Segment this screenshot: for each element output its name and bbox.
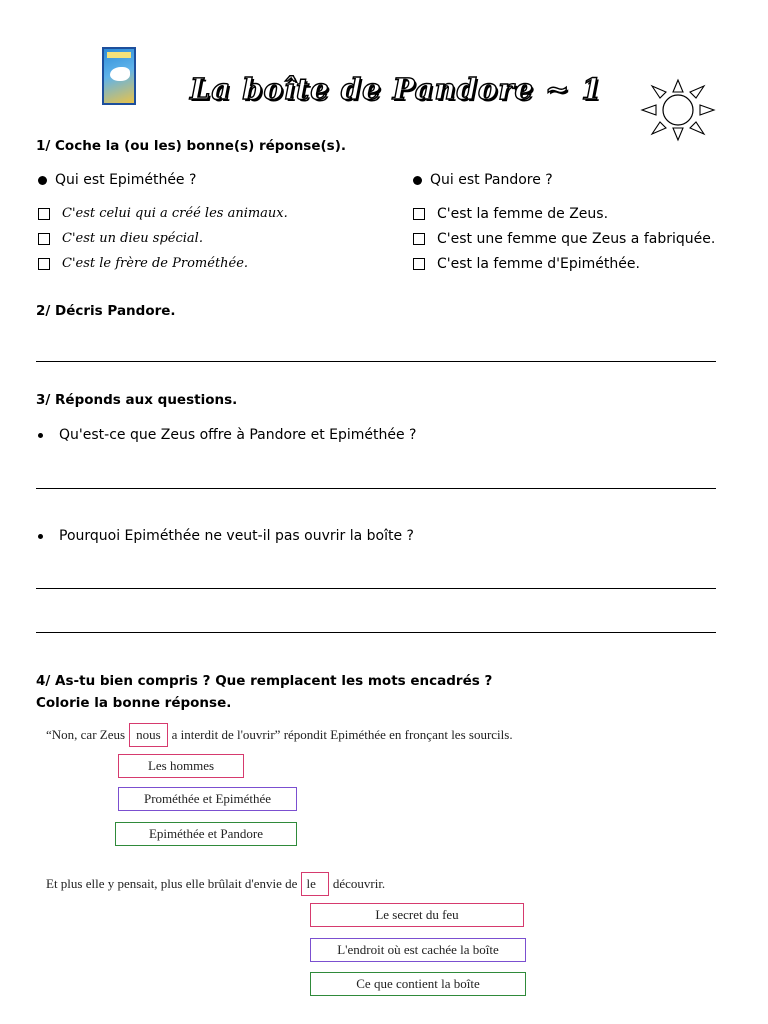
checkbox[interactable] [38, 208, 50, 220]
answer-option-contenu-boite[interactable]: Ce que contient la boîte [310, 972, 526, 996]
bullet-icon [38, 534, 43, 539]
option-right-2[interactable]: C'est une femme que Zeus a fabriquée. [413, 231, 715, 247]
section4-instruction: Colorie la bonne réponse. [36, 695, 232, 711]
answer-option-promethee-epimethee[interactable]: Prométhée et Epiméthée [118, 787, 297, 811]
answer-line[interactable] [36, 488, 716, 489]
answer-option-epimethee-pandore[interactable]: Epiméthée et Pandore [115, 822, 297, 846]
sentence-1: “Non, car Zeus nous a interdit de l'ouvrir” répondit Epiméthée en fronçant les sourcils. [46, 723, 513, 747]
option-left-1[interactable]: C'est celui qui a créé les animaux. [38, 206, 288, 221]
section1-heading: 1/ Coche la (ou les) bonne(s) réponse(s). [36, 138, 347, 154]
bullet-icon [38, 176, 47, 185]
book-cover-icon [102, 47, 136, 105]
answer-option-les-hommes[interactable]: Les hommes [118, 754, 244, 778]
answer-line[interactable] [36, 588, 716, 589]
question-epimethee: Qui est Epiméthée ? [38, 172, 196, 188]
sun-icon [640, 78, 716, 142]
book-title-label-shape [107, 52, 131, 58]
bullet-icon [413, 176, 422, 185]
question-item: Qu'est-ce que Zeus offre à Pandore et Epiméthée ? [38, 427, 416, 443]
checkbox[interactable] [413, 233, 425, 245]
section3-heading: 3/ Réponds aux questions. [36, 392, 238, 408]
checkbox[interactable] [38, 258, 50, 270]
answer-option-secret-feu[interactable]: Le secret du feu [310, 903, 524, 927]
section4-heading: 4/ As-tu bien compris ? Que remplacent les mots encadrés ? [36, 673, 493, 689]
option-right-1[interactable]: C'est la femme de Zeus. [413, 206, 608, 222]
bullet-icon [38, 433, 43, 438]
question-item: Pourquoi Epiméthée ne veut-il pas ouvrir la boîte ? [38, 528, 414, 544]
answer-line[interactable] [36, 632, 716, 633]
sentence-2: Et plus elle y pensait, plus elle brûlait d'envie de le découvrir. [46, 872, 385, 896]
answer-line[interactable] [36, 361, 716, 362]
option-left-2[interactable]: C'est un dieu spécial. [38, 231, 203, 246]
pegasus-shape [110, 67, 130, 81]
section2-heading: 2/ Décris Pandore. [36, 303, 176, 319]
framed-word: le [301, 872, 328, 896]
framed-word: nous [129, 723, 168, 747]
option-right-3[interactable]: C'est la femme d'Epiméthée. [413, 256, 640, 272]
checkbox[interactable] [38, 233, 50, 245]
question-pandore: Qui est Pandore ? [413, 172, 553, 188]
option-left-3[interactable]: C'est le frère de Prométhée. [38, 256, 248, 271]
answer-option-endroit-cachee[interactable]: L'endroit où est cachée la boîte [310, 938, 526, 962]
checkbox[interactable] [413, 208, 425, 220]
checkbox[interactable] [413, 258, 425, 270]
page-title: La boîte de Pandore ~ 1 [190, 72, 603, 106]
